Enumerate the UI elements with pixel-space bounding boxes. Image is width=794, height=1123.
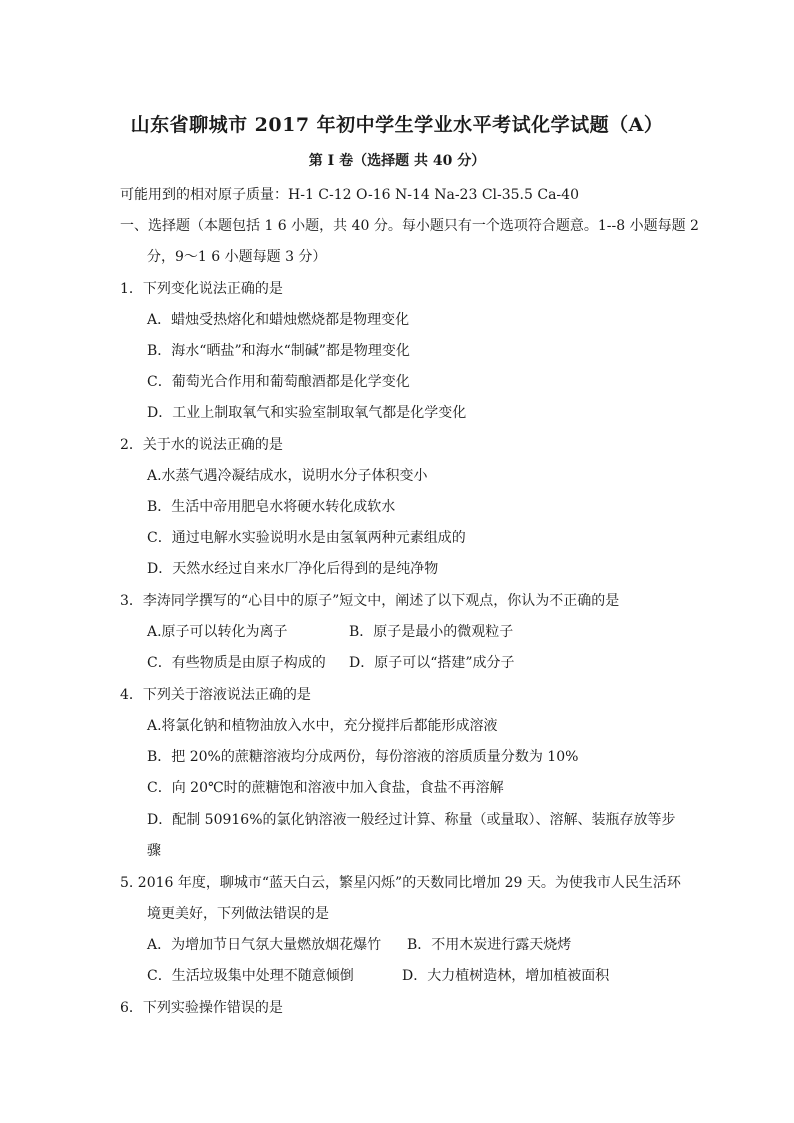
section-instructions: 一、选择题（本题包括 1 6 小题，共 40 分。每小题只有一个选项符合题意。1--8 小题每题 2: [120, 218, 699, 234]
question-5-option-c: C．生活垃圾集中处理不随意倾倒: [147, 968, 354, 984]
question-2-option-b: B．生活中帝用肥皂水将硬水转化成软水: [147, 499, 396, 515]
section-subtitle: 第 I 卷（选择题 共 40 分）: [308, 153, 486, 169]
question-3-option-b: B．原子是最小的微观粒子: [349, 624, 514, 640]
question-5-option-b: B．不用木炭进行露天烧烤: [407, 937, 572, 953]
section-instructions-cont: 分，9～1 6 小题每题 3 分）: [147, 249, 327, 265]
question-1-option-a: A．蜡烛受热熔化和蜡烛燃烧都是物理变化: [147, 312, 410, 328]
question-2-option-d: D．天然水经过自来水厂净化后得到的是纯净物: [147, 561, 439, 577]
question-5-stem: 5. 2016 年度，聊城市“蓝天白云，繁星闪烁”的天数同比增加 29 天。为使我市人民生活环: [120, 875, 681, 891]
exam-title: 山东省聊城市 2017 年初中学生学业水平考试化学试题（A）: [130, 114, 664, 136]
question-5-option-d: D．大力植树造林，增加植被面积: [402, 968, 610, 984]
question-4-option-a: A.将氯化钠和植物油放入水中，充分搅拌后都能形成溶液: [147, 718, 498, 734]
question-3-stem: 3．李涛同学撰写的“心目中的原子”短文中，阐述了以下观点，你认为不正确的是: [120, 593, 620, 609]
question-4-option-d: D．配制 50916%的氯化钠溶液一般经过计算、称量（或量取）、溶解、装瓶存放等步: [147, 812, 676, 828]
question-4-stem: 4．下列关于溶液说法正确的是: [120, 687, 311, 703]
question-1-option-b: B．海水“晒盐”和海水“制碱”都是物理变化: [147, 343, 410, 359]
question-1-option-d: D．工业上制取氧气和实验室制取氧气都是化学变化: [147, 405, 467, 421]
question-4-option-b: B．把 20%的蔗糖溶液均分成两份，每份溶液的溶质质量分数为 10%: [147, 749, 579, 765]
question-6-stem: 6．下列实验操作错误的是: [120, 1000, 283, 1016]
question-4-option-d-cont: 骤: [147, 843, 161, 859]
question-1-stem: 1．下列变化说法正确的是: [120, 281, 283, 297]
question-3-option-c: C．有些物质是由原子构成的: [147, 655, 326, 671]
question-1-option-c: C．葡萄光合作用和葡萄酿酒都是化学变化: [147, 374, 410, 390]
question-5-option-a: A．为增加节日气氛大量燃放烟花爆竹: [147, 937, 382, 953]
question-2-option-a: A.水蒸气遇冷凝结成水，说明水分子体积变小: [147, 468, 428, 484]
question-3-option-d: D．原子可以“搭建”成分子: [349, 655, 515, 671]
question-2-stem: 2．关于水的说法正确的是: [120, 437, 283, 453]
atomic-masses-line: 可能用到的相对原子质量：H-1 C-12 O-16 N-14 Na-23 Cl-35.5 Ca-40: [120, 187, 579, 203]
question-5-stem-cont: 境更美好，下列做法错误的是: [147, 906, 329, 922]
question-2-option-c: C．通过电解水实验说明水是由氢氧两种元素组成的: [147, 530, 466, 546]
question-4-option-c: C．向 20℃时的蔗糖饱和溶液中加入食盐，食盐不再溶解: [147, 780, 504, 796]
question-3-option-a: A.原子可以转化为离子: [147, 624, 288, 640]
